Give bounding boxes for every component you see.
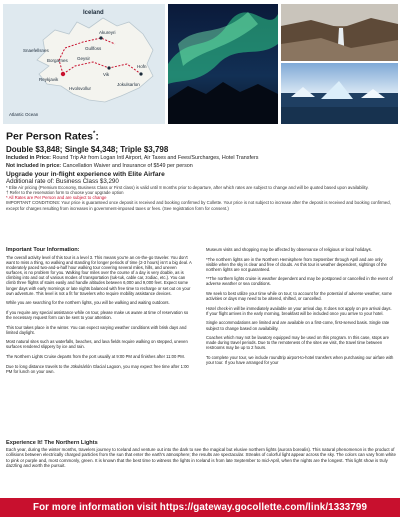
map-place-vik: Vik <box>103 72 110 77</box>
tour-info-paragraph: While you are searching for the northern lights, you will be walking and waiting outdoors. <box>6 300 170 306</box>
map-ocean-label: Atlantic Ocean <box>9 112 39 117</box>
tour-info-paragraph: Museum visits and shopping may be affected by observance of religious or local holidays. <box>206 247 372 252</box>
reykjavik-marker <box>61 72 65 76</box>
glacier-lagoon-photo <box>281 63 398 124</box>
reservation-note: † Refer to the reservation form to choose your upgrade option <box>6 189 124 195</box>
more-info-banner[interactable] <box>0 498 400 517</box>
tour-info-paragraph: Coaches which may not be lavatory equipped may be used on this program. In this case, stops are made during travel periods. Due to the remoteness of the sites we visit, the travel time between restrooms may be up to 2 hours. <box>206 335 389 351</box>
tour-info-title: Important Tour Information: <box>6 247 80 253</box>
elite-note: * Elite Air pricing (Premium Economy, Business Class or First class) is valid until 8 months prior to departure, after which rates are subject to change and will be quoted based upon availability. <box>6 184 369 190</box>
not-included-text: Cancellation Waiver and Insurance of $549 per person <box>62 162 193 169</box>
tour-info-paragraph: Due to long distance travels to the Jökulsárlón Glacial Lagoon, you may expect free time after 1:00 PM for lunch on your own. <box>6 363 189 374</box>
map-place-akureyri: Akureyri <box>99 30 116 35</box>
upgrade-title: Upgrade your in-flight experience with Elite Airfare <box>6 170 165 178</box>
tour-info-paragraph: **The northern lights cruise is weather dependent and may be postponed or cancelled in the event of adverse weather or sea conditions. <box>206 276 393 287</box>
tour-info-paragraph: The Northern Lights Cruise departs from the port usually at 9:00 PM and finishes after 11:00 PM. <box>6 353 185 359</box>
prices-line: Double $3,848; Single $4,348; Triple $3,798 <box>6 144 169 154</box>
upgrade-rate: Additional rate of: Business Class $3,290 <box>6 177 119 185</box>
map-place-jokulsarlon: Jokulsarlon <box>117 82 140 87</box>
tour-info-paragraph: Single accommodations are limited and are available on a first-come, first-served basis. Single rate subject to change based on availability. <box>206 320 390 331</box>
tour-info-paragraph: We seek to best utilize your time while on tour; to account for the potential of adverse weather, some activities or days may need to be altered, shifted, or cancelled. <box>206 291 392 302</box>
iceland-route-map <box>3 4 165 124</box>
map-place-hofn: Hofn <box>137 64 147 69</box>
aurora-photo <box>168 4 278 124</box>
map-place-geysir: Geysir <box>77 56 91 61</box>
pricing-section <box>6 128 396 211</box>
vik-marker <box>107 66 110 69</box>
included-text: Round Trip Air from Logan Intl Airport, Air Taxes and Fees/Surcharges, Hotel Transfers <box>52 154 259 161</box>
not-included-line <box>6 163 396 170</box>
map-place-reykjavik: Reykjavik <box>39 77 59 82</box>
tour-information-section <box>6 247 396 437</box>
tour-info-right-column <box>206 247 394 370</box>
rates-note: * All Rates are Per Person and are subject to change <box>6 195 107 201</box>
activity-level-paragraph: The overall activity level of this tour is a level 3. This means you're an on-the-go traveler. You don't want to miss a thing, so walking and standing for longer periods of time (2-3 hours) isn't a big deal. A moderately paced two-and-a-half hour walking tour covering several miles, hills, and uneven surfaces, is no problem for you. Walking four miles over the course of a day is very doable, as is climbing into and out of various modes of transportation (tuk-tuk, cable car, zodiac, etc.). You can climb three flights of stairs easily and handle altitudes between 6,000 and 9,000 feet. Expect some longer days with early mornings or late nights balanced with free time to recharge or set out on your own adventure. This level is not a fit for travelers who require mobility assistance devices. <box>6 255 192 296</box>
tour-info-paragraph: Hotel check-in will be immediately available on your arrival day. It does not apply on pre arrival days. If your flight arrives in the early morning, breakfast will be included once you arrive to your hotel. <box>206 305 392 316</box>
tour-info-paragraph: To complete your tour, we include roundtrip airport-to-hotel transfers when purchasing our airfare with your tour. If you have arranged for your <box>206 354 394 365</box>
rates-title: Per Person Rates <box>6 130 93 143</box>
map-place-borgarnes: Borgarnes <box>47 58 68 63</box>
important-conditions: IMPORTANT CONDITIONS: Your price is guaranteed once deposit is received and booking confirmed by Collette. Your price is not subject to increase after the deposit is received and booking confirmed, except for charges resulting from increases in government-imposed taxes or fees. (See registration form for consent.) <box>6 200 391 211</box>
included-line <box>6 155 396 162</box>
tour-info-paragraph: Most natural sites such as waterfalls, beaches, and lava fields require walking on stepped, uneven surfaces rendered slippery by ice and rain. <box>6 339 188 350</box>
hofn-marker <box>139 72 142 75</box>
tour-info-paragraph: If you require any special assistance while on tour, please make us aware at time of reservation so the necessary request form can be sent to your attention. <box>6 309 189 320</box>
akureyri-marker <box>99 36 102 39</box>
landscape-photo <box>281 4 398 61</box>
map-graphic <box>3 4 165 124</box>
included-label: Included in Price: <box>6 154 51 161</box>
experience-text: Each year, during the winter months, travelers journey to Iceland and venture out into the dark to see the magical but elusive northern lights (aurora borealis). This natural phenomenon is the product of collisions between electrically charged particles from the sun that enter the earth's atmosphere; the results are spectacular. Streaks of colorful light appear across the sky. The colors can vary from white to pink or purple and, most commonly, green. It is known that the best time to witness the lights in Iceland is from late September to mid-April, when the nights are the longest. This light show is truly dazzling and worth the pursuit. <box>6 447 396 469</box>
map-place-hvolsvollur: Hvolsvollur <box>69 86 92 91</box>
rates-title-marker: * <box>92 131 96 137</box>
map-place-snaefellsnes: Snaefellsnes <box>23 48 49 53</box>
header-images <box>0 0 400 126</box>
experience-section <box>6 440 396 469</box>
rates-heading: Per Person Rates*: <box>6 130 99 143</box>
northern-lights-note: *The northern lights are in the Northern Hemisphere from September through April and are only visible when the sky is clear and free of clouds. As this tour is weather dependent, sightings of the northern lights are not guaranteed. <box>206 256 387 272</box>
not-included-label: Not included in price: <box>6 162 62 169</box>
experience-title: Experience It! The Northern Lights <box>6 440 98 446</box>
map-place-gullfoss: Gullfoss <box>85 46 102 51</box>
tour-info-paragraph: This tour takes place in the winter. You can expect varying weather conditions with brisk days and limited daylight. <box>6 324 187 335</box>
more-info-link[interactable]: For more information visit https://gateway.gocollette.com/link/1333799 <box>32 502 367 513</box>
tour-info-left-column <box>6 247 194 378</box>
map-country-label: Iceland <box>83 10 104 16</box>
